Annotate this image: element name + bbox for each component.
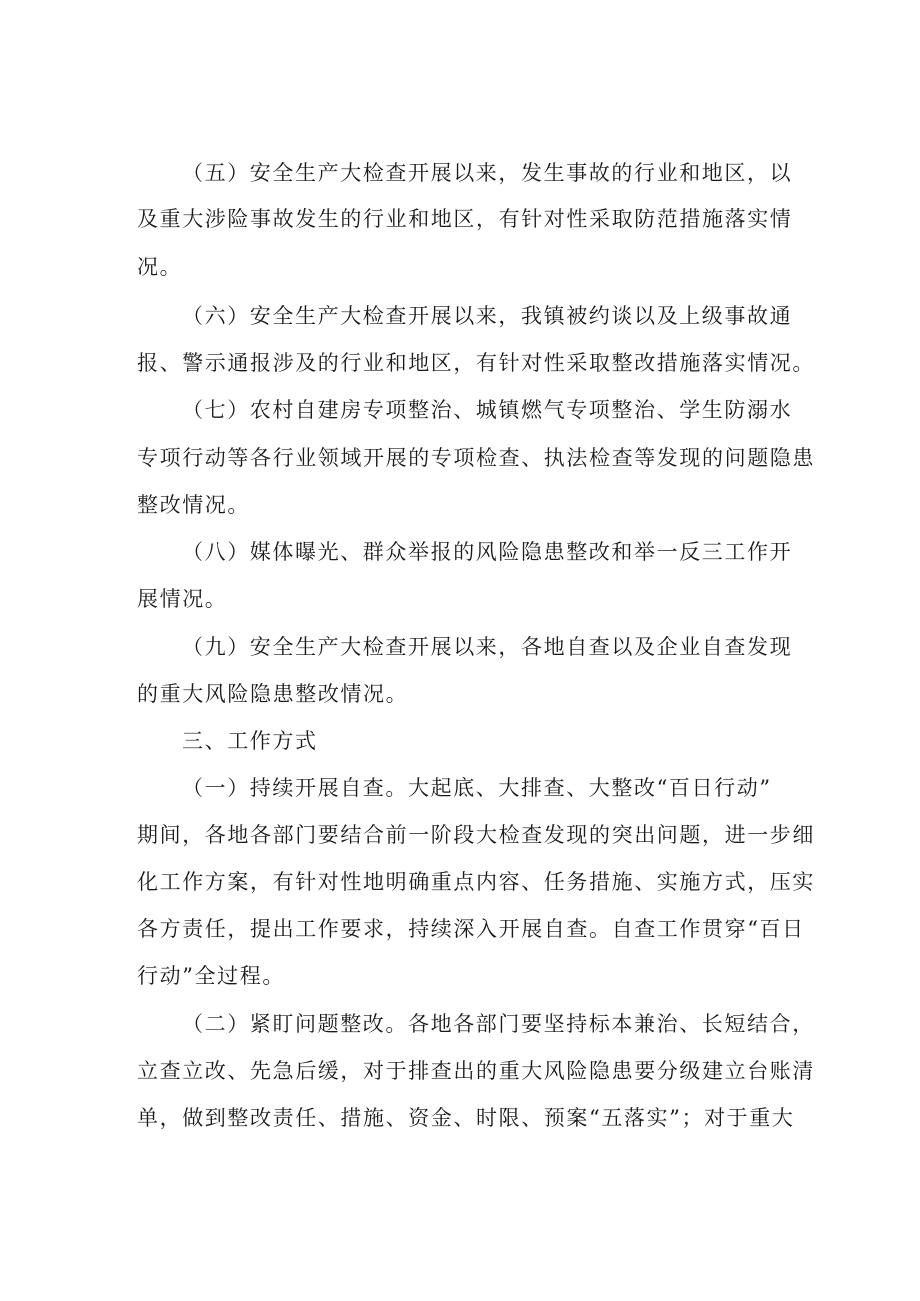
method-1-line-3: 化工作方案，有针对性地明确重点内容、任务措施、实施方式，压实 [137,870,815,894]
method-1-line-1: （一）持续开展自查。大起底、大排查、大整改“百日行动” [182,776,772,800]
paragraph-7-line-1: （七）农村自建房专项整治、城镇燃气专项整治、学生防溺水 [182,398,793,422]
paragraph-5-line-3: 况。 [137,255,183,279]
method-1-line-5: 行动”全过程。 [137,964,285,988]
paragraph-8-line-2: 展情况。 [137,587,228,611]
paragraph-6-line-2: 报、警示通报涉及的行业和地区，有针对性采取整改措施落实情况。 [137,351,815,375]
paragraph-7-line-2: 专项行动等各行业领域开展的专项检查、执法检查等发现的问题隐患 [137,446,815,470]
section-heading: 三、工作方式 [182,729,318,753]
paragraph-9-line-1: （九）安全生产大检查开展以来，各地自查以及企业自查发现 [182,635,793,659]
paragraph-8-line-1: （八）媒体曝光、群众举报的风险隐患整改和举一反三工作开 [182,540,793,564]
paragraph-5-line-1: （五）安全生产大检查开展以来，发生事故的行业和地区，以 [182,161,793,185]
method-1-line-4: 各方责任，提出工作要求，持续深入开展自查。自查工作贯穿“百日 [137,917,805,941]
method-2-line-3: 单，做到整改责任、措施、资金、时限、预案“五落实”；对于重大 [137,1106,795,1130]
paragraph-5-line-2: 及重大涉险事故发生的行业和地区，有针对性采取防范措施落实情 [137,207,793,231]
paragraph-6-line-1: （六）安全生产大检查开展以来，我镇被约谈以及上级事故通 [182,304,793,328]
method-2-line-2: 立查立改、先急后缓，对于排查出的重大风险隐患要分级建立台账清 [137,1059,815,1083]
method-1-line-2: 期间，各地各部门要结合前一阶段大检查发现的突出问题，进一步细 [137,823,815,847]
paragraph-7-line-3: 整改情况。 [137,493,250,517]
paragraph-9-line-2: 的重大风险隐患整改情况。 [137,682,409,706]
method-2-line-1: （二）紧盯问题整改。各地各部门要坚持标本兼治、长短结合， [182,1012,815,1036]
